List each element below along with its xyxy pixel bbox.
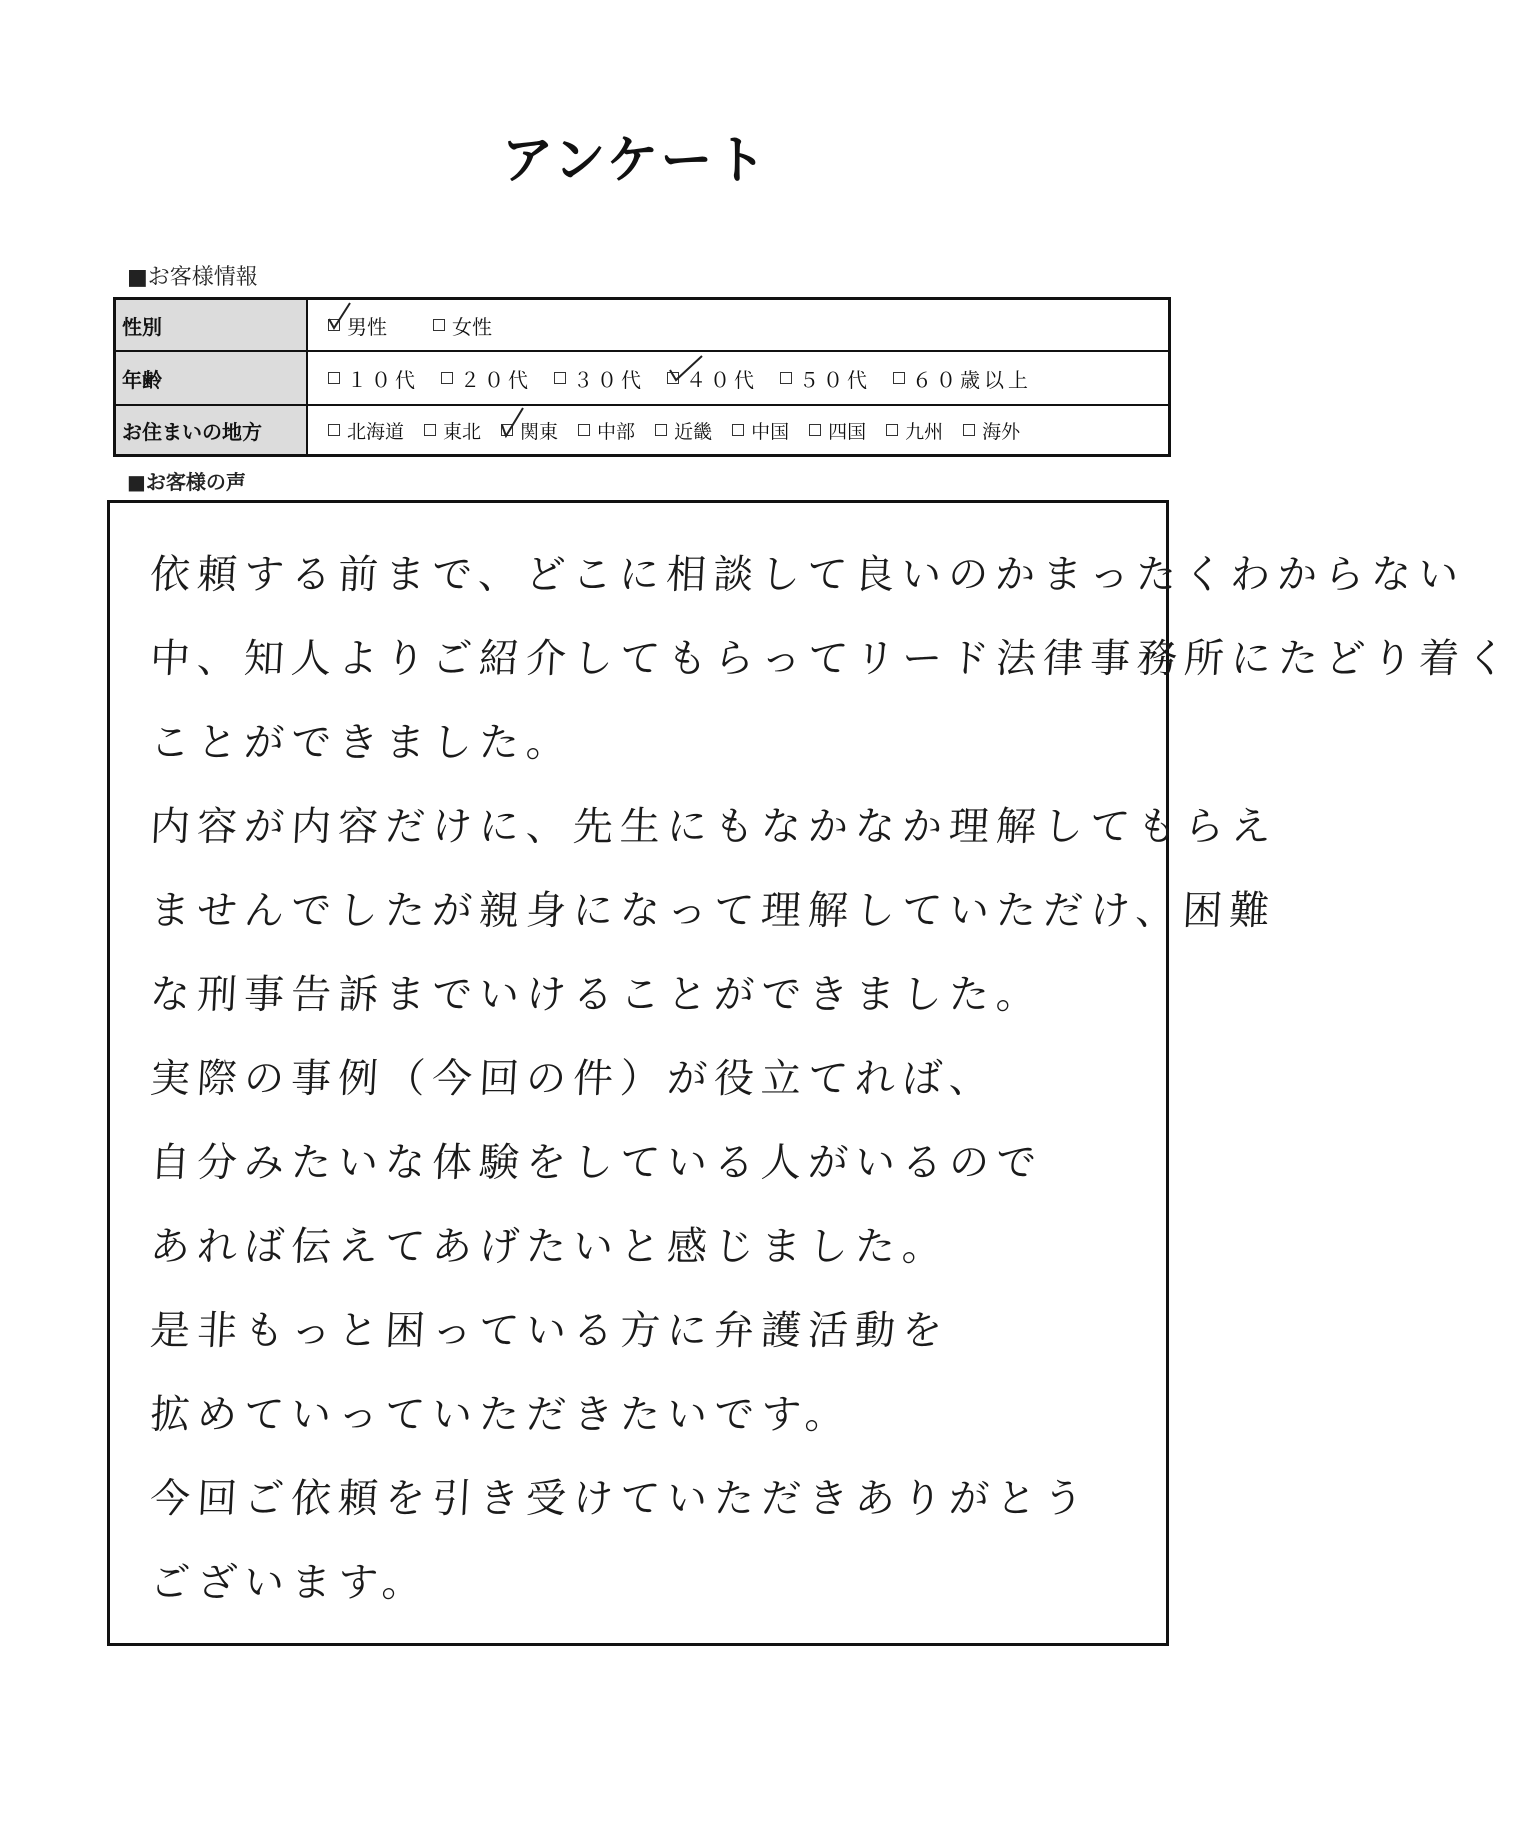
- customer-info-label: ■お客様情報: [127, 265, 258, 290]
- checkbox-age-40s[interactable]: [667, 372, 679, 384]
- option-age-30s[interactable]: [554, 364, 645, 393]
- row-heading-region: お住まいの地方: [116, 406, 308, 454]
- checkbox-region-kinki[interactable]: [655, 424, 667, 436]
- option-label: 男性: [347, 314, 387, 339]
- comment-line: 拡めていっていただきたいです。: [148, 1392, 854, 1438]
- comment-line: 今回ご依頼を引き受けていただきありがとう: [148, 1476, 1092, 1522]
- comment-line: あれば伝えてあげたいと感じました。: [148, 1224, 951, 1270]
- checkbox-age-60plus[interactable]: [893, 372, 905, 384]
- checkbox-female[interactable]: [433, 319, 445, 331]
- checkbox-age-30s[interactable]: [554, 372, 566, 384]
- option-region-tohoku[interactable]: [424, 417, 481, 444]
- option-age-20s[interactable]: [441, 364, 532, 393]
- option-region-chugoku[interactable]: [732, 417, 789, 444]
- row-heading-gender: 性別: [116, 300, 308, 350]
- comment-line: 中、知人よりご紹介してもらってリード法律事務所にたどり着く: [148, 636, 1515, 682]
- checkbox-age-10s[interactable]: [328, 372, 340, 384]
- checkbox-region-chugoku[interactable]: [732, 424, 744, 436]
- option-label: 北海道: [347, 420, 405, 443]
- option-label: ５０代: [799, 367, 871, 392]
- region-options: [308, 417, 1040, 444]
- row-age: [116, 352, 1168, 406]
- gender-options: [308, 311, 538, 340]
- option-age-10s[interactable]: [328, 364, 419, 393]
- option-age-60plus[interactable]: [893, 364, 1032, 393]
- handwritten-comment: [148, 533, 1515, 1625]
- option-region-hokkaido[interactable]: [328, 417, 404, 444]
- option-region-chubu[interactable]: [578, 417, 635, 444]
- option-male[interactable]: [328, 311, 387, 340]
- comment-line: ませんでしたが親身になって理解していただけ、困難: [148, 888, 1278, 934]
- option-label: 東北: [443, 420, 482, 443]
- option-region-shikoku[interactable]: [809, 417, 866, 444]
- option-age-40s[interactable]: [667, 364, 758, 393]
- comment-line: 内容が内容だけに、先生にもなかなか理解してもらえ: [148, 804, 1280, 850]
- option-region-kanto[interactable]: [501, 417, 558, 444]
- checkbox-male[interactable]: [328, 319, 340, 331]
- comment-line: ことができました。: [148, 720, 575, 766]
- comment-line: 自分みたいな体験をしている人がいるので: [148, 1140, 1045, 1186]
- option-label: 女性: [452, 314, 492, 339]
- row-gender: [116, 300, 1168, 352]
- option-female[interactable]: [433, 311, 492, 340]
- option-label: ４０代: [686, 367, 758, 392]
- option-label: 中国: [751, 420, 790, 443]
- customer-voice-label: ■お客様の声: [127, 470, 246, 494]
- option-label: 海外: [982, 420, 1021, 443]
- comment-line: 是非もっと困っている方に弁護活動を: [148, 1308, 951, 1354]
- option-label: 中部: [597, 420, 636, 443]
- option-label: 近畿: [674, 420, 713, 443]
- row-region: [116, 406, 1168, 454]
- option-label: ３０代: [573, 367, 645, 392]
- comment-line: 実際の事例（今回の件）が役立てれば、: [148, 1056, 998, 1102]
- checkbox-region-kyushu[interactable]: [886, 424, 898, 436]
- checkbox-age-20s[interactable]: [441, 372, 453, 384]
- comment-line: 依頼する前まで、どこに相談して良いのかまったくわからない: [148, 552, 1467, 598]
- age-options: [308, 364, 1054, 393]
- option-label: ６０歳以上: [912, 367, 1032, 392]
- checkbox-age-50s[interactable]: [780, 372, 792, 384]
- checkbox-region-tohoku[interactable]: [424, 424, 436, 436]
- checkbox-region-kanto[interactable]: [501, 424, 513, 436]
- option-label: 関東: [520, 420, 559, 443]
- comment-line: な刑事告訴までいけることができました。: [148, 972, 1045, 1018]
- checkbox-region-chubu[interactable]: [578, 424, 590, 436]
- customer-info-table: [113, 297, 1171, 457]
- page-title: アンケート: [501, 131, 769, 191]
- option-label: ２０代: [460, 367, 532, 392]
- option-label: 四国: [828, 420, 867, 443]
- option-label: 九州: [905, 420, 944, 443]
- option-region-kinki[interactable]: [655, 417, 712, 444]
- checkbox-region-overseas[interactable]: [963, 424, 975, 436]
- customer-voice-box: [107, 500, 1515, 1646]
- option-age-50s[interactable]: [780, 364, 871, 393]
- comment-line: ございます。: [148, 1560, 431, 1606]
- option-label: １０代: [347, 367, 419, 392]
- option-region-kyushu[interactable]: [886, 417, 943, 444]
- row-heading-age: 年齢: [116, 352, 308, 404]
- checkbox-region-shikoku[interactable]: [809, 424, 821, 436]
- option-region-overseas[interactable]: [963, 417, 1020, 444]
- checkbox-region-hokkaido[interactable]: [328, 424, 340, 436]
